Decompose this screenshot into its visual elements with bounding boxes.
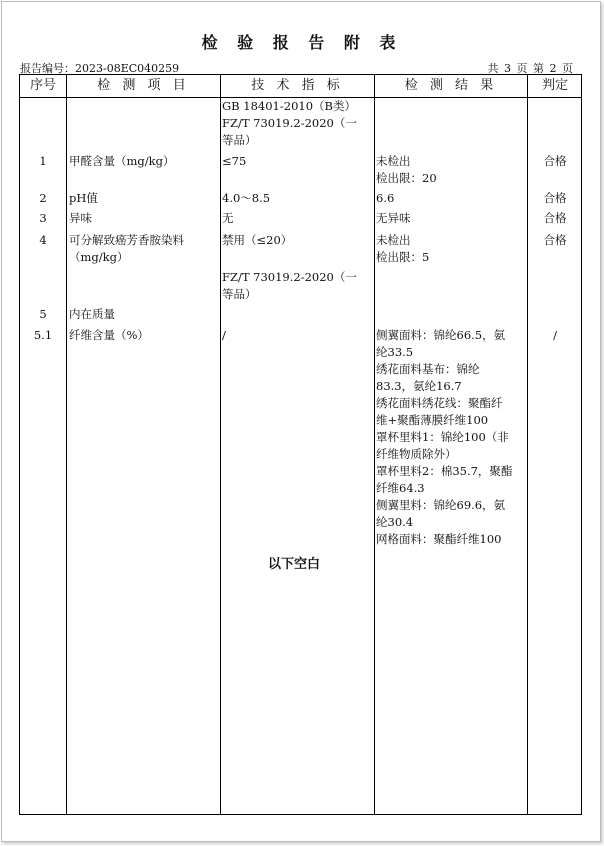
column-divider: [374, 75, 375, 814]
fiber-result-line: 83.3，氨纶16.7: [376, 379, 462, 393]
fiber-result-line: 网格面料：聚酯纤维100: [376, 532, 502, 546]
standard-line: FZ/T 73019.2-2020（一: [222, 270, 357, 284]
header-item: 检 测 项 目: [97, 78, 190, 93]
column-divider: [527, 75, 528, 814]
row-judge: 合格: [543, 211, 567, 225]
row-item: 异味: [69, 211, 92, 225]
standard-line: 等品）: [222, 133, 257, 147]
row-item: 甲醛含量（mg/kg）: [69, 154, 175, 168]
row-result: 检出限：20: [376, 171, 437, 185]
fiber-result-line: 纶33.5: [376, 345, 414, 359]
fiber-result-line: 绣花面料绣花线：聚酯纤: [376, 396, 503, 410]
row-spec: 4.0～8.5: [222, 191, 271, 205]
row-seq: 4: [39, 233, 47, 247]
row-item: pH值: [69, 191, 98, 205]
row-item: 可分解致癌芳香胺染料: [69, 233, 184, 247]
row-spec: 禁用（≤20）: [222, 233, 293, 247]
page-info: 共 3 页 第 2 页: [487, 62, 574, 75]
standard-line: FZ/T 73019.2-2020（一: [222, 116, 357, 130]
column-divider: [220, 75, 221, 814]
row-seq: 2: [39, 191, 47, 205]
standard-line: 等品）: [222, 287, 257, 301]
row-result: 未检出: [376, 154, 411, 168]
fiber-result-line: 维+聚酯薄膜纤维100: [376, 413, 489, 427]
fiber-result-line: 侧翼面料：锦纶66.5，氨: [376, 328, 506, 342]
row-item: 内在质量: [69, 307, 115, 321]
column-divider: [66, 75, 67, 814]
row-judge: 合格: [543, 154, 567, 168]
row-result: 检出限：5: [376, 250, 430, 264]
row-judge: /: [553, 328, 557, 342]
header-spec: 技 术 指 标: [251, 78, 344, 93]
fiber-result-line: 纤维物质除外）: [376, 447, 457, 461]
blank-note: 以下空白: [268, 557, 321, 572]
row-seq: 3: [39, 211, 47, 225]
header-result: 检 测 结 果: [404, 78, 498, 93]
row-item: 纤维含量（%）: [69, 328, 149, 342]
header-judge: 判定: [541, 78, 568, 93]
row-judge: 合格: [543, 191, 567, 205]
fiber-result-line: 罩杯里料1：锦纶100（非: [376, 430, 509, 444]
row-spec: 无: [222, 211, 234, 225]
page-title: 检 验 报 告 附 表: [201, 33, 403, 52]
row-spec: /: [222, 328, 226, 342]
row-judge: 合格: [543, 233, 567, 247]
fiber-result-line: 纤维64.3: [376, 481, 425, 495]
fiber-result-line: 侧翼里料：锦纶69.6，氨: [376, 498, 506, 512]
row-result: 6.6: [376, 191, 395, 205]
fiber-result-line: 罩杯里料2：棉35.7，聚酯: [376, 464, 513, 478]
row-spec: ≤75: [222, 154, 247, 168]
fiber-result-line: 纶30.4: [376, 515, 414, 529]
row-seq: 5: [39, 307, 47, 321]
row-result: 无异味: [376, 211, 411, 225]
standard-line: GB 18401-2010（B类）: [222, 99, 356, 113]
header-seq: 序号: [29, 78, 56, 93]
row-seq: 1: [39, 154, 47, 168]
row-result: 未检出: [376, 233, 411, 247]
results-table: [19, 74, 582, 815]
fiber-result-line: 绣花面料基布：锦纶: [376, 362, 480, 376]
row-seq: 5.1: [33, 328, 53, 342]
report-number: 报告编号：2023-08EC040259: [20, 62, 180, 75]
row-item: （mg/kg）: [69, 250, 129, 264]
